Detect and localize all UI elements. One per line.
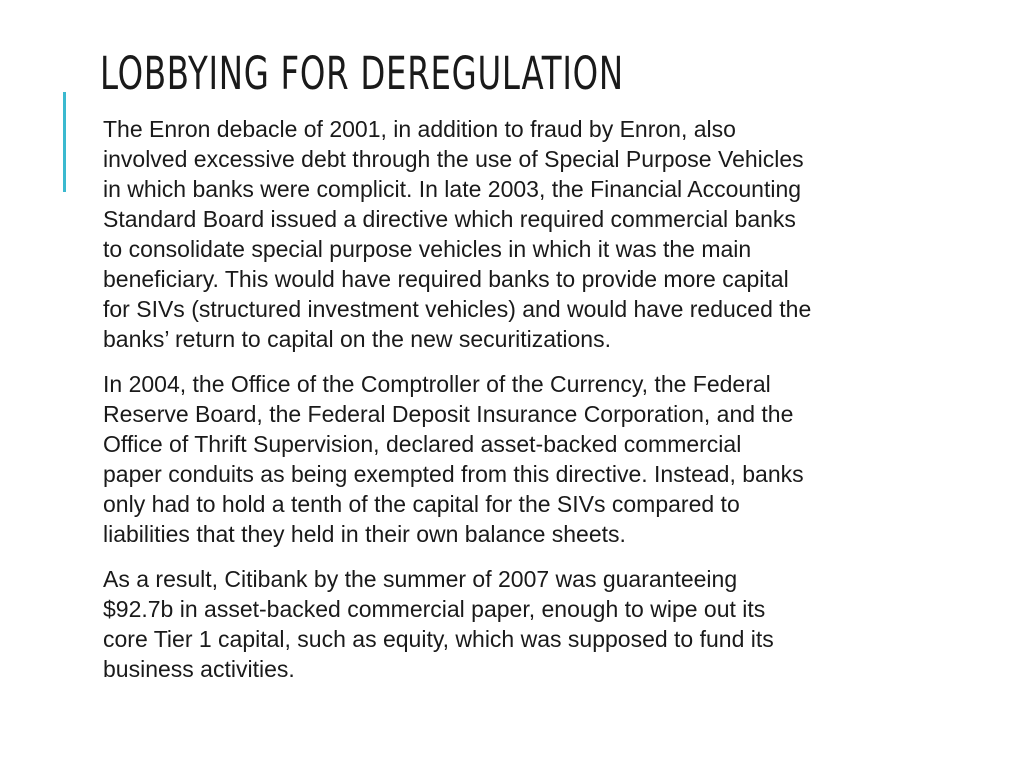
paragraph-enron: The Enron debacle of 2001, in addition to fraud by Enron, also involved excessive debt through the use of Special Purpose Vehicles in which banks were complicit. In late 2003, the Financial Accounting Standard Board issued a directive which required commercial banks to consolidate special purpose vehicles in which it was the main beneficiary. This would have required banks to provide more capital for SIVs (structured investment vehicles) and would have reduced the banks’ return to capital on the new securitizations. [103, 116, 812, 352]
slide-body [103, 114, 983, 699]
paragraph-2004-exemption: In 2004, the Office of the Comptroller of the Currency, the Federal Reserve Board, the Federal Deposit Insurance Corporation, and the Office of Thrift Supervision, declared asset-backed commercial paper conduits as being exempted from this directive. Instead, banks only had to hold a tenth of the capital for the SIVs compared to liabilities that they held in their own balance sheets. [103, 371, 804, 547]
slide-title: LOBBYING FOR DEREGULATION [100, 47, 624, 100]
paragraph-citibank: As a result, Citibank by the summer of 2007 was guaranteeing $92.7b in asset-backed commercial paper, enough to wipe out its core Tier 1 capital, such as equity, which was supposed to fund its business activities. [103, 566, 774, 682]
accent-bar [63, 92, 66, 192]
